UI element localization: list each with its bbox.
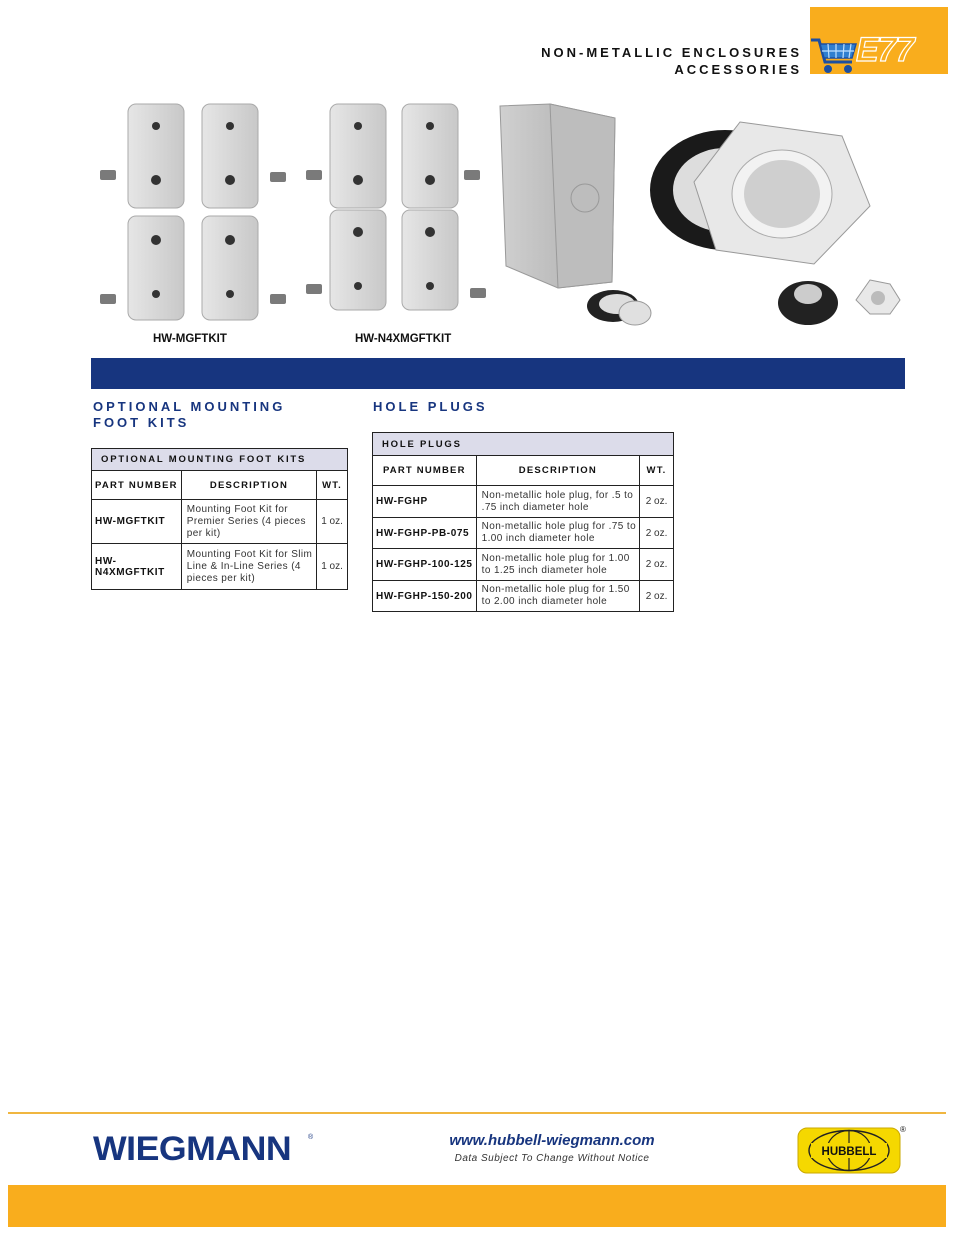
section-band <box>91 358 905 389</box>
col-header-part: PART NUMBER <box>373 456 477 486</box>
mounting-heading-line1: OPTIONAL MOUNTING <box>93 399 286 414</box>
table-row <box>92 544 348 590</box>
mounting-foot-kit-photo-1 <box>100 104 286 320</box>
product-photos <box>90 98 910 343</box>
col-header-weight: WT. <box>640 456 674 486</box>
small-hole-plug-photo-right <box>778 280 900 325</box>
weight: 1 oz. <box>317 544 348 590</box>
table-row <box>373 581 674 612</box>
mounting-heading-line2: FOOT KITS <box>93 415 190 430</box>
table-row <box>373 549 674 581</box>
weight: 2 oz. <box>640 518 674 549</box>
hubbell-registered-mark: ® <box>900 1125 906 1134</box>
mounting-foot-kits-table <box>91 448 348 590</box>
col-header-part: PART NUMBER <box>92 471 182 500</box>
footer-divider <box>8 1112 946 1114</box>
plugs-heading: HOLE PLUGS <box>373 399 488 414</box>
description: Non-metallic hole plug, for .5 to .75 inch diameter hole <box>476 486 639 518</box>
enclosure-photo <box>500 104 615 288</box>
weight: 2 oz. <box>640 486 674 518</box>
header-title-line2: ACCESSORIES <box>674 62 802 77</box>
table-row <box>373 486 674 518</box>
weight: 2 oz. <box>640 549 674 581</box>
caption-n4xmgftkit: HW-N4XMGFTKIT <box>355 333 452 345</box>
table-caption: HOLE PLUGS <box>373 433 674 456</box>
hubbell-logo <box>797 1127 901 1174</box>
large-hole-plug-photo <box>650 122 870 264</box>
website-link[interactable]: www.hubbell-wiegmann.com <box>449 1132 655 1149</box>
description: Non-metallic hole plug for .75 to 1.00 inch diameter hole <box>476 518 639 549</box>
caption-mgftkit: HW-MGFTKIT <box>153 333 227 345</box>
weight: 2 oz. <box>640 581 674 612</box>
part-number: HW-N4XMGFTKIT <box>92 544 182 590</box>
col-header-weight: WT. <box>317 471 348 500</box>
header-title <box>541 44 802 78</box>
col-header-description: DESCRIPTION <box>476 456 639 486</box>
part-number: HW-FGHP-PB-075 <box>373 518 477 549</box>
part-number: HW-MGFTKIT <box>92 500 182 544</box>
description: Non-metallic hole plug for 1.00 to 1.25 inch diameter hole <box>476 549 639 581</box>
part-number: HW-FGHP <box>373 486 477 518</box>
mounting-heading <box>93 399 285 431</box>
page-code: E77 <box>856 31 914 69</box>
table-row <box>373 518 674 549</box>
wiegmann-registered-mark: ® <box>308 1134 314 1141</box>
small-hole-plug-photo <box>587 290 651 325</box>
part-number: HW-FGHP-100-125 <box>373 549 477 581</box>
hole-plugs-table <box>372 432 674 612</box>
weight: 1 oz. <box>317 500 348 544</box>
col-header-description: DESCRIPTION <box>181 471 316 500</box>
part-number: HW-FGHP-150-200 <box>373 581 477 612</box>
header-title-line1: NON-METALLIC ENCLOSURES <box>541 45 802 60</box>
description: Mounting Foot Kit for Slim Line & In-Line Series (4 pieces per kit) <box>181 544 316 590</box>
wiegmann-logo: WIEGMANN <box>93 1130 292 1168</box>
footer-bar <box>8 1185 946 1227</box>
hubbell-logo-text: HUBBELL <box>821 1146 877 1158</box>
description: Non-metallic hole plug for 1.50 to 2.00 inch diameter hole <box>476 581 639 612</box>
table-caption: OPTIONAL MOUNTING FOOT KITS <box>92 449 348 471</box>
disclaimer-note: Data Subject To Change Without Notice <box>454 1153 650 1164</box>
table-row <box>92 500 348 544</box>
description: Mounting Foot Kit for Premier Series (4 pieces per kit) <box>181 500 316 544</box>
shopping-cart-icon <box>808 34 860 76</box>
mounting-foot-kit-photo-2 <box>306 104 486 310</box>
